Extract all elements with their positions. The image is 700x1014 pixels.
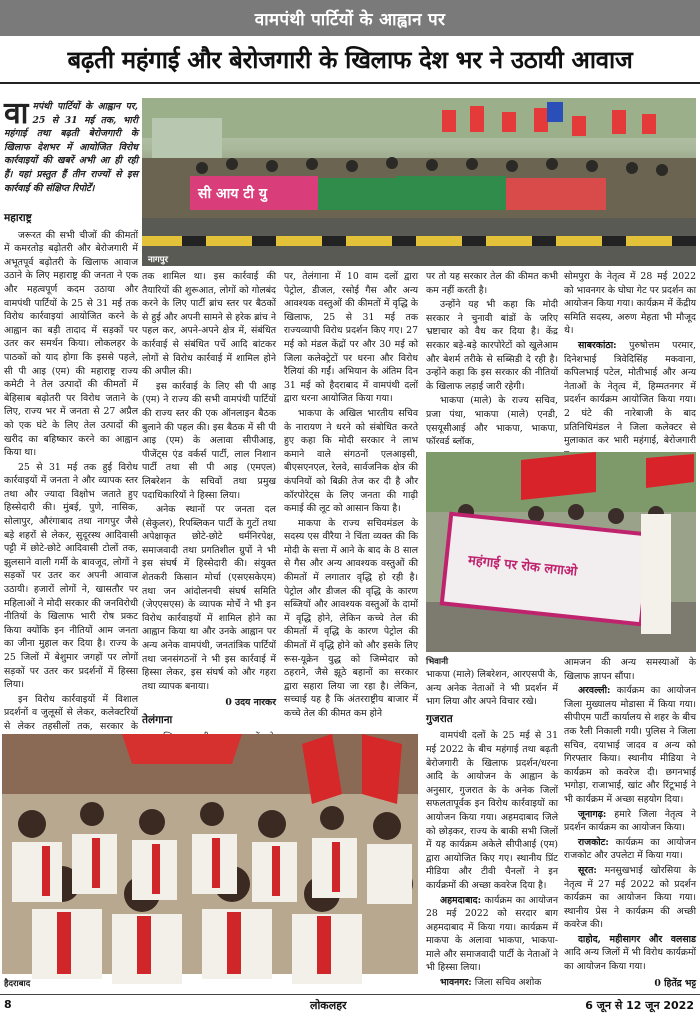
- column-3: [284, 270, 418, 726]
- hyderabad-protest-photo: [2, 734, 418, 974]
- subhead-junagadh: जूनागढ़:: [578, 808, 607, 820]
- bhiwani-protest-photo: [426, 452, 696, 652]
- lower-col4-paragraph: मनसुखभाई खोरसिया के नेतृत्व में 27 मई 2022 को प्रदर्शन कार्यक्रम का आयोजन किया गया। स्थानीय प्रेस ने कार्यक्रम की अच्छी कवरेज की।: [564, 864, 696, 931]
- heading-gujarat: गुजरात: [426, 712, 453, 725]
- hyderabad-photo-scene: [2, 734, 418, 974]
- lower-col3-paragraph: कार्यक्रम का आयोजन 28 मई 2022 को सरदार बाग अहमदाबाद में किया गया। कार्यक्रम में माकपा के अलावा भाकपा, भाकपा-माले और समाजवादी पार्टी के नेताओं ने भी हिस्सा लिया।: [426, 894, 558, 974]
- nagpur-protest-photo: [142, 98, 696, 266]
- col1-paragraph: जरूरत की सभी चीजों की कीमतों में कमरतोड़ बढ़ोतरी और बेरोजगारी में अभूतपूर्व बढ़ोतरी के खिलाफ आवाज उठाने के लिए महाराष्ट्र की जनता ने एक और महत्वपूर्ण कदम उठाया और वामपंथी पार्टियों के 25 से 31 मई तक विरोध कार्रवाइयां आयोजित करने के आह्वान का बड़ी तादाद में सड़कों पर उतर कर समर्थन किया। लोकलहर के पाठकों को याद होगा कि इससे पहले, सी पी आइ (एम) की महाराष्ट्र राज्य कमेटी ने तेल उत्पादों की कीमतों में बेहिसाब बढ़ोतरी पर विरोध जताने के लिए, राज्य भर में जनता से 27 अप्रैल को एक घंटे के लिए तेल उत्पादों की खरीद का बहिष्कार करने का आह्वान किया था।: [4, 229, 138, 459]
- section-banner-text: वामपंथी पार्टियों के आह्वान पर: [254, 9, 446, 30]
- lower-column-4: [564, 656, 696, 994]
- subhead-ahmedabad: अहमदाबाद:: [440, 894, 482, 906]
- col3-paragraph: पर, तेलंगाना में 10 वाम दलों द्वारा पेट्रोल, डीजल, रसोई गैस और अन्य आवश्यक वस्तुओं की कीमतों में वृद्धि के खिलाफ, 25 से 31 मई तक राज्यव्यापी विरोध प्रदर्शन किए गए। 27 मई को मंडल केंद्रों पर और 30 मई को जिला कलेक्ट्रेटों पर धरना और विरोध रैलियां की गईं। अभियान के अंतिम दिन 31 मई को हैदराबाद में वामपंथी दलों द्वारा धरना आयोजित किया गया।: [284, 271, 418, 405]
- lower-column-3: [426, 668, 558, 994]
- col2-paragraph: अनेक स्थानों पर जनता दल (सेकुलर), रिपब्लिकन पार्टी के गुटों तथा अपेक्षाकृत छोटे-छोटे धर्मनिरपेक्ष, समाजवादी तथा प्रगतिशील ग्रुपों ने भी इस संघर्ष में हिस्सेदारी की। संयुक्त शेतकरी किसान मोर्चा (एसएसकेएम) तथा जन आंदोलनची संघर्ष समिति (जेएएसएस) के व्यापक मोर्चे ने भी इन विरोध कार्रवाइयों में शामिल होने का आह्वान किया था और उनके आह्वान पर अन्य अनेक वामपंथी, जनतांत्रिक पार्टियों तथा जनसंगठनों ने भी इस कार्रवाई में हिस्सा लेकर, इस संघर्ष को और गहरा तथा व्यापक बनाया।: [142, 504, 276, 692]
- subhead-bhavnagar: भावनगर:: [440, 977, 472, 989]
- col3-paragraph: माकपा के राज्य सचिवमंडल के सदस्य एस वीरैया ने चिंता व्यक्त की कि मोदी के सत्ता में आने के बाद के 8 साल से गैस और अन्य आवश्यक वस्तुओं की कीमतों में लगातार वृद्धि हो रही है। पेट्रोल और डीजल की वृद्धि के कारण सब्जियों और आवश्यक वस्तुओं के दामों में वृद्धि होने, लेकिन कच्चे तेल की कीमतों में वृद्धि के कारण पेट्रोल की कीमतों में वृद्धि होने को और इसके लिए रूस-यूक्रेन युद्ध को जिम्मेदार को ठहराने, जैसे झूठे बहानों का सरकार द्वारा सहारा लिया जा रहा है। लेकिन, सच्चाई यह है कि अंतरराष्ट्रीय बाजार में कच्चे तेल की कीमत कम होने: [284, 517, 418, 719]
- col4-paragraph: उन्होंने यह भी कहा कि मोदी सरकार ने चुनावी बांडों के जरिए भ्रष्टाचार को वैध कर दिया है। केंद्र सरकार बड़े-बड़े कारपोरेटों को खुलेआम और बेशर्म तरीके से सब्सिडी दे रही है। उन्होंने कहा कि इस सरकार की नीतियों के खिलाफ लड़ाई जारी रहेगी।: [426, 299, 558, 392]
- intro-text: मपंथी पार्टियों के आह्वान पर, 25 से 31 मई तक, भारी महंगाई तथा बढ़ती बेरोजगारी के खिलाफ देशभर में आयोजित विरोध कार्रवाइयों की खबरें अभी आ ही रही हैं। यहां प्रस्तुत हैं तीन राज्यों से इस कार्रवाई की संक्षिप्त रिपोर्टें।: [4, 101, 138, 194]
- heading-maharashtra: महाराष्ट्र: [4, 212, 32, 224]
- subhead-dahod: दाहोद, महीसागर और वलसाड: [578, 933, 696, 945]
- issue-date: 6 जून से 12 जून 2022: [585, 999, 694, 1012]
- hyderabad-caption: हैदराबाद: [4, 979, 31, 989]
- lower-col4-paragraph: आमजन की अन्य समस्याओं के खिलाफ ज्ञापन सौंपा।: [564, 657, 696, 682]
- lower-col3-paragraph: वामपंथी दलों के 25 मई से 31 मई 2022 के बीच महंगाई तथा बढ़ती बेरोजगारी के खिलाफ प्रदर्शन/धरना आदि के आयोजन के आह्वान के अनुसार, गुजरात के के अनेक जिलों सफलतापूर्वक इन विरोध कार्रवाइयों का आयोजन किया गया। अहमदाबाद जिले को छोड़कर, राज्य के बाकी सभी जिलों में यह कार्यक्रम अकेले सीपीआई (एम) द्वारा आयोजित किए गए। स्थानीय प्रिंट मीडिया और टीवी चैनलों ने इन कार्यक्रमों की अच्छा कवरेज दिया है।: [426, 730, 558, 891]
- lower-col4-paragraph: कार्यक्रम का आयोजन राजकोट और उपलेटा में किया गया।: [564, 836, 696, 862]
- subhead-surat: सूरत:: [578, 864, 597, 876]
- drop-cap: वा: [4, 96, 29, 131]
- section-banner: [0, 0, 700, 36]
- page-footer: [0, 996, 700, 1014]
- column-2: [142, 270, 276, 730]
- bhiwani-photo-scene: [426, 452, 696, 652]
- lower-col4-paragraph: आदि अन्य जिलों में भी विरोध कार्यक्रमों का आयोजन किया गया।: [564, 947, 696, 973]
- lower-col4-paragraph: हमारे जिला नेतृत्व ने प्रदर्शन कार्यक्रम का आयोजन किया।: [564, 808, 696, 834]
- subhead-rajkot: राजकोट:: [578, 836, 609, 848]
- nagpur-banner-text: सी आय टी यु: [198, 186, 267, 202]
- col4-paragraph: भाकपा (माले) के राज्य सचिव, प्रजा पंथा, भाकपा (माले) एनडी, एसयूसीआई और भाकपा, भाकपा, फॉरवर्ड ब्लॉक,: [426, 395, 558, 448]
- column-4: [426, 270, 558, 448]
- nagpur-caption: नागपुर: [148, 255, 169, 265]
- col5-paragraph: पुरुषोत्तम परमार, दिनेशभाई त्रिवेदिसिंह मकवाना, कपिलभाई पटेल, मोतीभाई और अन्य नेताओं के नेतृत्व में, हिम्मतनगर में प्रदर्शन कार्यक्रम आयोजित किया गया। 2 घंटे की नारेबाजी के बाद प्रतिनिधिमंडल ने जिला कलेक्टर से मुलाकात कर भारी महंगाई, बेरोजगारी: [564, 339, 696, 447]
- column-1: [4, 208, 138, 734]
- headline-rule: [0, 82, 700, 84]
- byline-hitendra-bhatt: 0 हितेंद्र भट्ट: [654, 977, 696, 989]
- headline: बढ़ती महंगाई और बेरोजगारी के खिलाफ देश भर ने उठायी आवाज: [67, 46, 633, 74]
- page-number: 8: [4, 998, 12, 1011]
- subhead-sabarkantha: साबरकांठा:: [578, 339, 617, 351]
- heading-telangana: तेलंगाना: [142, 714, 173, 726]
- subhead-aravalli: अरवल्ली:: [578, 685, 611, 697]
- publication-name: लोकलहर: [310, 999, 347, 1012]
- col3-paragraph: भाकपा के अखिल भारतीय सचिव के नारायण ने धरने को संबोधित करते हुए कहा कि मोदी सरकार ने लाभ कमाने वाले संगठनों एलआइसी, बीएसएनएल, रेलवे, सार्वजनिक क्षेत्र की कंपनियों को बिक्री तेज कर दी है और कॉरपोरेट्स के लिए जनता की गाढ़ी कमाई की लूट को आसान किया है।: [284, 407, 418, 515]
- col1-paragraph: इन विरोध कार्रवाइयों में विशाल प्रदर्शनों व जुलूसों से लेकर, कलेक्टरियों से लेकर तहसीलों तक, सरकार के: [4, 693, 138, 732]
- nagpur-photo-scene: [142, 98, 696, 266]
- column-5: [564, 270, 696, 448]
- lower-col4-paragraph: कार्यक्रम का आयोजन जिला मुख्यालय मोडासा में किया गया। सीपीएम पार्टी कार्यालय से शहर के बीच तक रैली निकाली गयी। पुलिस ने जिला सचिव, दयाभाई जादव व अन्य को गिरफ्तार किया। स्थानीय मीडिया ने कार्यक्रम को कवरेज दी। छगनभाई भगोड़ा, राजाभाई, खांट और रिंटूभाई ने भी कार्यक्रम में अच्छा सहयोग दिया।: [564, 685, 696, 805]
- intro-paragraph: [4, 96, 138, 195]
- col2-paragraph: इस कार्रवाई के लिए सी पी आइ (एम) ने राज्य की सभी वामपंथी पार्टियों की राज्य स्तर की एक ऑनलाइन बैठक बुलाने की पहल की। इस बैठक में सी पी आइ (एम) के अलावा सीपीआइ, पीजेंट्स एंड वर्कर्स पार्टी, लाल निशान पार्टी तथा सी पी आइ (एमएल) लिबरेशन के सचिवों तथा प्रमुख पदाधिकारियों ने हिस्सा लिया।: [142, 380, 276, 501]
- bhiwani-caption: भिवानी: [426, 657, 449, 667]
- col5-paragraph: सोमपुरा के नेतृत्व में 28 मई 2022 को भावनगर के घोघा गेट पर प्रदर्शन का आयोजन किया गया। कार्यक्रम में केंद्रीय समिति सदस्य, अरुण मेहता भी मौजूद थे।: [564, 271, 696, 337]
- col1-paragraph: 25 से 31 मई तक हुई विरोध कार्रवाइयों में जनता ने और व्यापक स्तर तथा और ज्यादा विक्षोभ जताते हुए हिस्सेदारी की। मुंबई, पुणे, नासिक, सोलापुर, औरंगाबाद तथा नागपुर जैसे बड़े शहरों से लेकर, सुदूरस्थ आदिवासी पट्टी में छोटे-छोटे आदिवासी टोलों तक, झुलसाने वाली गर्मी के बावजूद, लोगों ने सड़कों पर उतर कर अपनी आवाज उठायी। हजारों लोगों ने, खासतौर पर महिलाओं ने मोदी सरकार की जनविरोधी नीतियों के खिलाफ भारी रोष प्रकट किया क्योंकि इन नीतियों आम जनता का जीना मुहाल कर दिया है। राज्य के 25 जिलों में बेशुमार जगहों पर लोगों सड़कों पर उतर कर प्रदर्शनों में हिस्सा लिया।: [4, 461, 138, 691]
- lower-col3-paragraph: भाकपा (माले) लिबरेशन, आरएसपी के, अन्य अनेक नेताओं ने भी प्रदर्शन में भाग लिया और अपने विचार रखे।: [426, 669, 558, 708]
- lower-col3-paragraph: जिला सचिव अशोक: [474, 977, 542, 989]
- col2-paragraph: तक शामिल था। इस कार्रवाई की तैयारियों की शुरूआत, लोगों को गोलबंद करने के लिए पार्टी ब्रांच स्तर पर बैठकों से हुई और अपनी सामने से हरेक ब्रांच ने पहल कर, अपने-अपने क्षेत्र में, संबंधित कार्रवाई से संबंधित पर्चे आदि बांटकर लोगों से विरोध कार्रवाई में शामिल होने की अपील की।: [142, 271, 276, 378]
- footer-rule: [0, 994, 700, 995]
- bhiwani-banner-text: महंगाई पर रोक लगाओ: [467, 553, 578, 580]
- byline-uday-narkar: 0 उदय नारकर: [225, 697, 276, 709]
- col4-paragraph: पर तो यह सरकार तेल की कीमत कभी कम नहीं करती है।: [426, 271, 558, 296]
